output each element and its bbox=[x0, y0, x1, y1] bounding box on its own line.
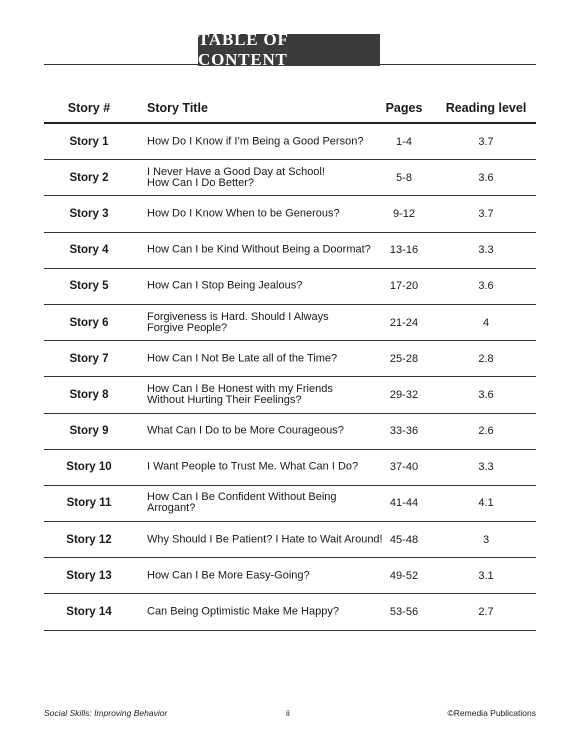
row-pages: 53-56 bbox=[389, 606, 419, 619]
row-story-title: I Want People to Trust Me. What Can I Do? bbox=[147, 460, 359, 473]
row-story-title: How Can I be Kind Without Being a Doormat? bbox=[147, 243, 371, 256]
row-story-number: Story 14 bbox=[66, 606, 112, 619]
table-row bbox=[44, 450, 536, 486]
footer-page-number: ii bbox=[286, 708, 290, 718]
row-story-number: Story 5 bbox=[69, 280, 109, 293]
row-story-number: Story 13 bbox=[66, 569, 112, 582]
row-story-title: How Do I Know When to be Generous? bbox=[147, 207, 340, 220]
row-reading-level: 2.6 bbox=[478, 425, 494, 438]
row-reading-level: 3.3 bbox=[478, 244, 494, 257]
header-story-number: Story # bbox=[67, 101, 111, 115]
contents-table bbox=[44, 94, 536, 631]
table-row bbox=[44, 269, 536, 305]
row-pages: 45-48 bbox=[389, 533, 419, 546]
row-pages: 41-44 bbox=[389, 497, 419, 510]
row-reading-level: 4 bbox=[482, 316, 490, 329]
row-story-title: How Can I Be More Easy-Going? bbox=[147, 569, 310, 582]
row-story-number: Story 7 bbox=[69, 352, 109, 365]
row-reading-level: 4.1 bbox=[478, 497, 494, 510]
footer-book-title: Social Skills: Improving Behavior bbox=[44, 708, 168, 718]
row-reading-level: 3.6 bbox=[478, 388, 494, 401]
row-pages: 5-8 bbox=[396, 171, 412, 184]
row-pages: 37-40 bbox=[389, 461, 419, 474]
table-row bbox=[44, 124, 536, 160]
row-pages: 1-4 bbox=[396, 135, 412, 148]
row-pages: 13-16 bbox=[389, 244, 419, 257]
row-story-title: I Never Have a Good Day at School! How Can I Do Better? bbox=[147, 165, 325, 189]
row-reading-level: 3.6 bbox=[478, 171, 494, 184]
table-row bbox=[44, 233, 536, 269]
row-story-number: Story 6 bbox=[69, 316, 109, 329]
row-story-number: Story 4 bbox=[69, 244, 109, 257]
table-row bbox=[44, 414, 536, 450]
row-reading-level: 3.1 bbox=[478, 569, 494, 582]
row-reading-level: 3.3 bbox=[478, 461, 494, 474]
row-story-title: What Can I Do to be More Courageous? bbox=[147, 424, 344, 437]
row-story-number: Story 8 bbox=[69, 388, 109, 401]
row-story-number: Story 2 bbox=[69, 171, 109, 184]
row-story-title: Can Being Optimistic Make Me Happy? bbox=[147, 605, 339, 618]
row-story-title: How Can I Not Be Late all of the Time? bbox=[147, 352, 338, 365]
row-story-number: Story 12 bbox=[66, 533, 112, 546]
table-row bbox=[44, 558, 536, 594]
row-story-title: How Can I Be Honest with my Friends Without Hurting Their Feelings? bbox=[147, 382, 333, 406]
header-pages: Pages bbox=[385, 101, 423, 115]
row-reading-level: 3.7 bbox=[478, 135, 494, 148]
header-story-title: Story Title bbox=[147, 101, 208, 115]
row-story-title: Forgiveness is Hard. Should I Always Forgive People? bbox=[147, 310, 329, 334]
page-title: TABLE OF CONTENT bbox=[198, 34, 380, 66]
table-body bbox=[44, 124, 536, 631]
table-row bbox=[44, 377, 536, 413]
table-row bbox=[44, 522, 536, 558]
title-banner bbox=[0, 30, 566, 69]
row-pages: 17-20 bbox=[389, 280, 419, 293]
footer-publisher: ©Remedia Publications bbox=[447, 708, 536, 718]
row-story-title: How Can I Be Confident Without Being Arrogant? bbox=[147, 491, 337, 515]
table-row bbox=[44, 160, 536, 196]
row-pages: 49-52 bbox=[389, 569, 419, 582]
row-pages: 25-28 bbox=[389, 352, 419, 365]
table-row bbox=[44, 341, 536, 377]
row-pages: 29-32 bbox=[389, 388, 419, 401]
row-story-number: Story 9 bbox=[69, 425, 109, 438]
row-story-title: Why Should I Be Patient? I Hate to Wait Around! bbox=[147, 533, 383, 546]
row-story-title: How Do I Know if I’m Being a Good Person? bbox=[147, 135, 364, 148]
row-story-number: Story 3 bbox=[69, 207, 109, 220]
row-pages: 33-36 bbox=[389, 425, 419, 438]
row-story-number: Story 1 bbox=[69, 135, 109, 148]
row-story-number: Story 10 bbox=[66, 461, 112, 474]
table-row bbox=[44, 594, 536, 630]
row-story-number: Story 11 bbox=[66, 497, 112, 510]
row-reading-level: 3.6 bbox=[478, 280, 494, 293]
row-reading-level: 3.7 bbox=[478, 207, 494, 220]
row-pages: 21-24 bbox=[389, 316, 419, 329]
header-reading-level: Reading level bbox=[445, 101, 527, 115]
table-row bbox=[44, 196, 536, 232]
row-pages: 9-12 bbox=[392, 207, 416, 220]
row-reading-level: 2.7 bbox=[478, 606, 494, 619]
table-header bbox=[44, 94, 536, 124]
row-reading-level: 3 bbox=[482, 533, 490, 546]
row-reading-level: 2.8 bbox=[478, 352, 494, 365]
table-row bbox=[44, 486, 536, 522]
table-row bbox=[44, 305, 536, 341]
row-story-title: How Can I Stop Being Jealous? bbox=[147, 279, 303, 292]
